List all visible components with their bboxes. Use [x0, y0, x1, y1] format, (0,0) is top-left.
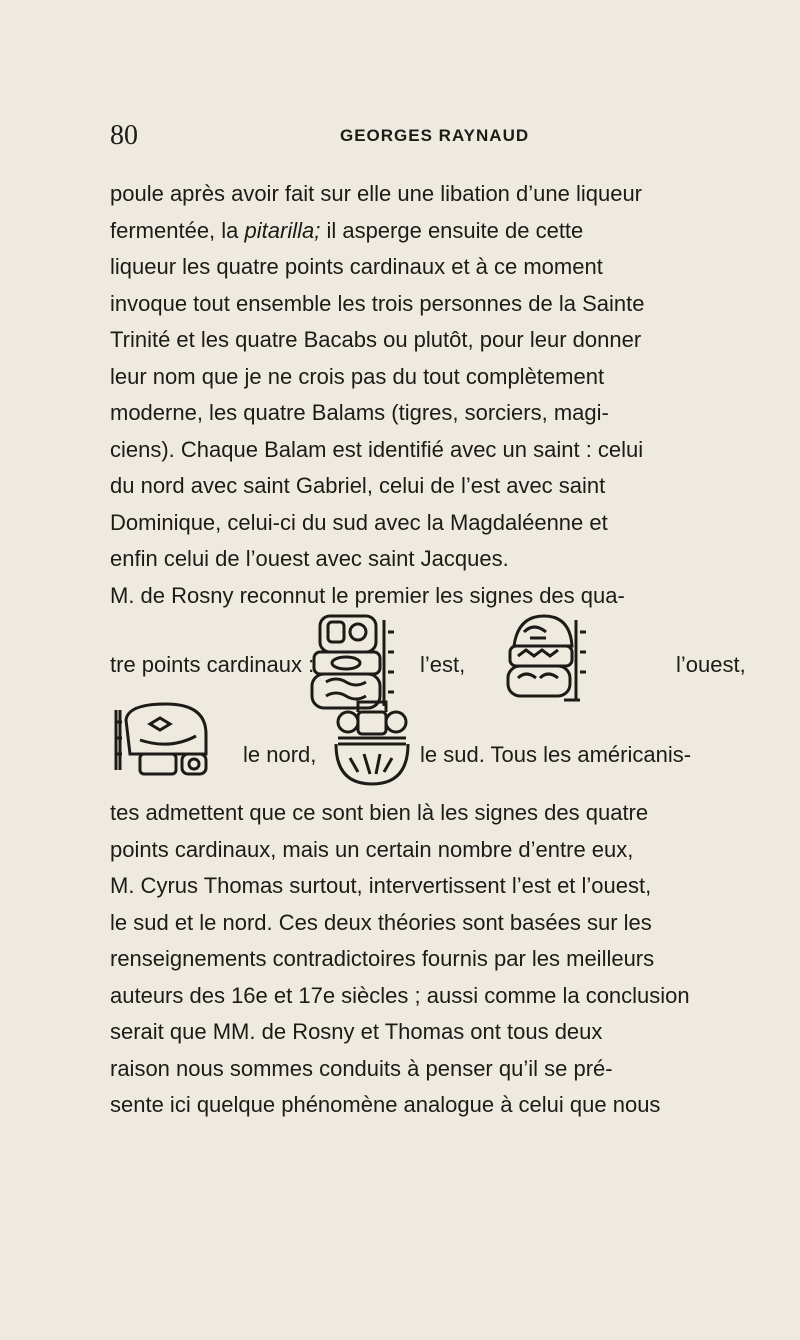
- text-line: leur nom que je ne crois pas du tout complètement: [110, 363, 605, 389]
- text-line: invoque tout ensemble les trois personnes de la Sainte: [110, 290, 645, 316]
- glyph-caption: l’est,: [420, 652, 466, 677]
- glyph-caption: l’ouest,: [676, 652, 746, 677]
- page-header: [110, 120, 750, 160]
- text-line: renseignements contradictoires fournis par les meilleurs: [110, 946, 655, 971]
- south-glyph-icon: [330, 698, 414, 788]
- text-line: ciens). Chaque Balam est identifié avec un saint : celui: [110, 436, 644, 462]
- glyph-caption: tre points cardinaux :: [110, 652, 315, 677]
- text-line-part: fermentée, la: [110, 217, 245, 243]
- italic-word: pitarilla;: [244, 217, 321, 243]
- glyph-caption: le sud. Tous les américanis-: [420, 742, 692, 767]
- paragraph-1: [110, 176, 772, 614]
- text-line: enfin celui de l’ouest avec saint Jacques.: [110, 546, 509, 571]
- text-line: points cardinaux, mais un certain nombre d’entre eux,: [110, 836, 634, 862]
- text-line: M. Cyrus Thomas surtout, intervertissent l’est et l’ouest,: [110, 873, 652, 898]
- text-line: serait que MM. de Rosny et Thomas ont tous deux: [110, 1019, 603, 1044]
- paragraph-2: [110, 795, 772, 1124]
- text-line-part: il asperge ensuite de cette: [320, 217, 584, 243]
- page-number: 80: [110, 120, 138, 151]
- text-line: Trinité et les quatre Bacabs ou plutôt, pour leur donner: [110, 327, 642, 352]
- text-line: raison nous sommes conduits à penser qu’il se pré-: [110, 1055, 613, 1081]
- text-line: [110, 213, 772, 250]
- text-line: liqueur les quatre points cardinaux et à ce moment: [110, 254, 603, 279]
- text-line: M. de Rosny reconnut le premier les signes des qua-: [110, 582, 625, 608]
- north-glyph-icon: [110, 700, 238, 780]
- glyph-caption: le nord,: [243, 742, 317, 767]
- text-line: moderne, les quatre Balams (tigres, sorciers, magi-: [110, 400, 609, 425]
- text-line: le sud et le nord. Ces deux théories sont basées sur les: [110, 909, 652, 935]
- text-line: poule après avoir fait sur elle une libation d’une liqueur: [110, 181, 643, 206]
- text-line: tes admettent que ce sont bien là les signes des quatre: [110, 800, 649, 825]
- text-line: Dominique, celui-ci du sud avec la Magdaléenne et: [110, 509, 608, 535]
- text-line: sente ici quelque phénomène analogue à celui que nous: [110, 1092, 661, 1117]
- text-line: du nord avec saint Gabriel, celui de l’est avec saint: [110, 473, 606, 498]
- text-line: auteurs des 16e et 17e siècles ; aussi comme la conclusion: [110, 982, 690, 1008]
- west-glyph-icon: [500, 612, 586, 714]
- running-head: GEORGES RAYNAUD: [340, 126, 530, 145]
